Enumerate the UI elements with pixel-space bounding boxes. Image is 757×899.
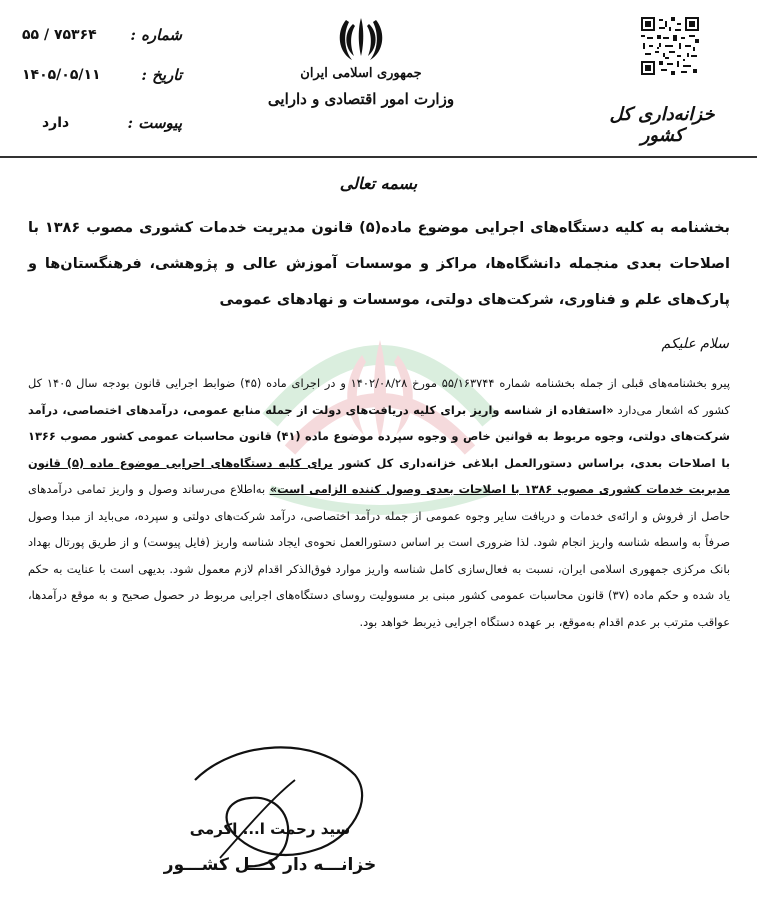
signatory-name: سید رحمت ا... اکرمی — [189, 820, 351, 838]
header-divider — [0, 156, 757, 158]
body-intro: پیرو بخشنامه‌های قبلی از جمله بخشنامه شماره ۵۵/۱۶۳۷۴۴ مورخ ۱۴۰۲/۰۸/۲۸ و در اجرای ماده (۴۵) ضوابط اجرایی قانون بودجه سال ۱۴۰۵ کل کشور که اشعار می‌دارد — [28, 376, 730, 417]
date-label: تاریخ : — [141, 66, 182, 84]
reference-block — [22, 22, 182, 132]
attachment-row — [22, 110, 182, 136]
body-quote-underlined: برای کلیه دستگاه‌های اجرایی موضوع ماده (۵) قانون مدیریت خدمات کشوری مصوب ۱۳۸۶ با اصلاحات بعدی وصول کننده الزامی است» — [28, 455, 730, 496]
qr-code-icon — [641, 17, 699, 75]
number-value: ۵۵ / ۷۵۳۶۴ — [22, 27, 97, 43]
treasury-name: خزانه‌داری کل کشور — [609, 104, 715, 146]
number-row — [22, 22, 182, 48]
bismillah: بسمه تعالی — [339, 174, 418, 193]
number-label: شماره : — [130, 26, 182, 44]
iran-emblem-icon — [338, 14, 384, 64]
date-value: ۱۴۰۵/۰۵/۱۱ — [22, 67, 101, 83]
ministry-name: وزارت امور اقتصادی و دارایی — [267, 90, 455, 108]
handwritten-signature-icon — [175, 740, 375, 870]
date-row — [22, 62, 182, 88]
salutation: سلام علیکم — [661, 336, 729, 352]
signatory-position: خزانـــه دار کـــل کشـــور — [163, 855, 377, 875]
attachment-value: دارد — [42, 115, 70, 131]
country-name: جمهوری اسلامی ایران — [300, 66, 422, 81]
body-main: به‌اطلاع می‌رساند وصول و واریز تمامی درآمدهای حاصل از فروش و ارائه‌ی خدمات و دریافت سایر وجوه عمومی از جمله درآمد اختصاصی، درآمد شرکت‌های دولتی و سپرده، می‌باید از مبدا وصول صرفاً به واسطه شناسه واریز انجام شود. لذا ضروری است بر اساس دستورالعمل نحوه‌ی ایجاد شناسه واریز (فایل پیوست) و از طریق پورتال بهداد بانک مرکزی جمهوری اسلامی ایران، نسبت به فعال‌سازی کامل شناسه واریز موارد فوق‌الذکر اقدام لازم معمول شود. بدیهی است با عنایت به حکم یاد شده و حکم ماده (۳۷) قانون محاسبات عمومی کشور مبنی بر مسوولیت روسای دستگاه‌های اجرایی مربوط در حصول صحیح و به موقع درآمدها، عواقب مترتب بر عدم اقدام به‌موقع، بر عهده دستگاه اجرایی ذیربط خواهد بود. — [28, 482, 730, 629]
circular-title: بخشنامه به کلیه دستگاه‌های اجرایی موضوع ماده(۵) قانون مدیریت خدمات کشوری مصوب ۱۳۸۶ با اصلاحات بعدی منجمله دانشگاه‌ها، مراکز و موسسات آموزش عالی و پژوهشی، فرهنگستان‌ها و پارک‌های علم و فناوری، شرکت‌های دولتی، موسسات و نهادهای عمومی — [28, 220, 731, 308]
attachment-label: پیوست : — [127, 114, 182, 132]
body-quote-bold: «استفاده از شناسه واریز برای کلیه دریافت‌های دولت از جمله منابع عمومی، درآمدهای اختصاصی، درآمد شرکت‌های دولتی، وجوه مربوط به قوانین خاص و وجوه سپرده موضوع ماده (۴۱) قانون محاسبات عمومی کشور مصوب ۱۳۶۶ با اصلاحات بعدی، براساس دستورالعمل ابلاغی خزانه‌داری کل کشور — [28, 402, 731, 470]
body-text — [28, 370, 730, 635]
